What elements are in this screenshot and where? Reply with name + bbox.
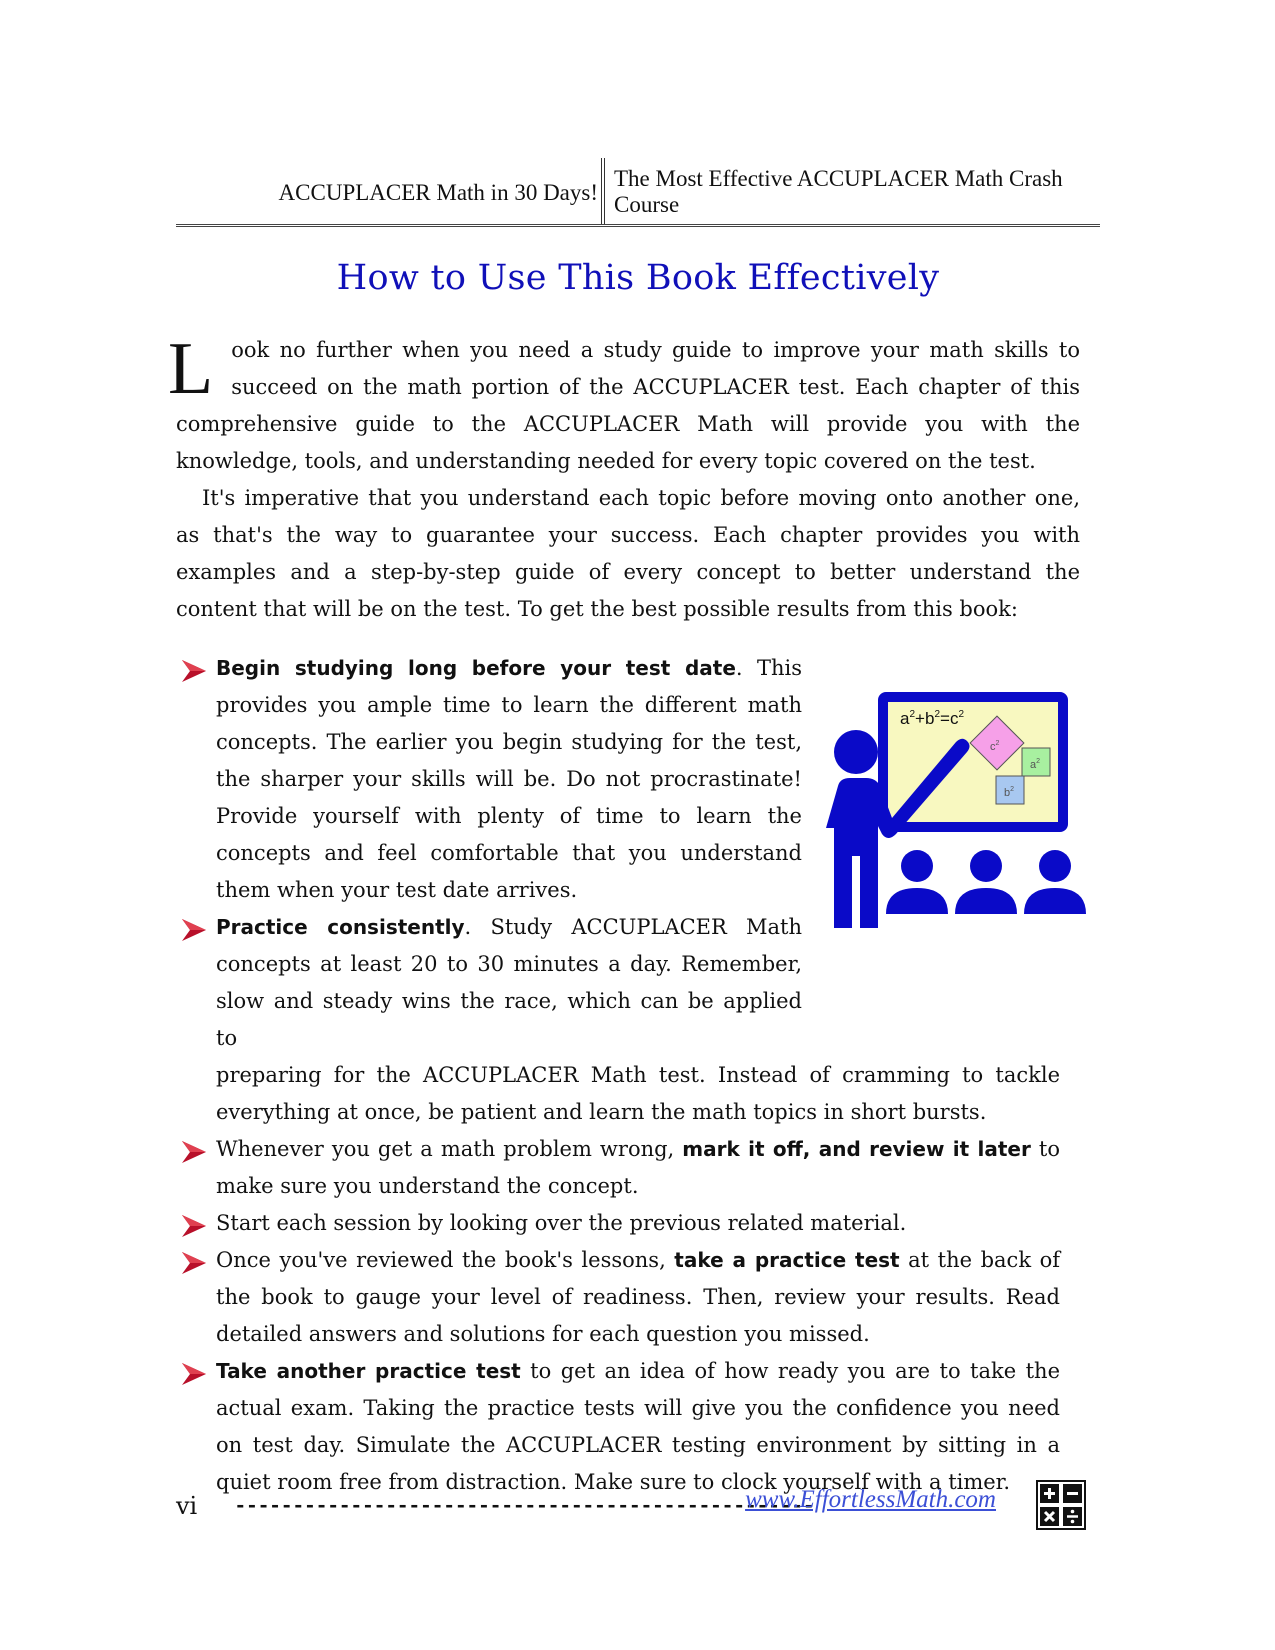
list-item <box>176 1353 1060 1501</box>
list-item-emphasis: take a practice test <box>674 1248 900 1272</box>
list-item-emphasis: Practice consistently <box>216 915 465 939</box>
website-link[interactable]: www.EffortlessMath.com <box>745 1486 996 1513</box>
list-item-text: to get an idea of how ready you are to take the actual exam. Taking the practice tests will give you the confidence you need on test day. Simulate the ACCUPLACER testing environment by sitting in a quiet room free from distraction. Make sure to clock yourself with a timer. <box>216 1359 1060 1494</box>
a-square-label: $a^2$ <box>1030 758 1041 771</box>
list-item-emphasis: Begin studying long before your test date <box>216 656 736 680</box>
calculator-icon <box>1036 1480 1086 1530</box>
list-item-emphasis: Take another practice test <box>216 1359 521 1383</box>
list-item-text: . Study ACCUPLACER Math concepts at least 20 to 30 minutes a day. Remember, slow and steady wins the race, which can be applied to <box>216 915 802 1050</box>
intro-section <box>168 328 1080 628</box>
teacher-board-icon <box>826 688 1138 968</box>
list-item <box>176 1205 1060 1242</box>
student-head <box>970 850 1002 882</box>
page-number: vi <box>176 1492 198 1520</box>
list-item-text: preparing for the ACCUPLACER Math test. Instead of cramming to tackle everything at once, be patient and learn the math topics in short bursts. <box>216 1063 1060 1124</box>
list-item <box>176 1242 1060 1353</box>
list-item-lead: Whenever you get a math problem wrong, <box>216 1137 683 1161</box>
intro-paragraph-2: It's imperative that you understand each topic before moving onto another one, as that's the way to guarantee your success. Each chapter provides you with examples and a step-by-step guide of every concept to better understand the content that will be on the test. To get the best possible results from this book: <box>176 486 1080 621</box>
page-title: How to Use This Book Effectively <box>336 258 940 298</box>
list-item-lead: Once you've reviewed the book's lessons, <box>216 1248 675 1272</box>
header-subtitle: The Most Effective ACCUPLACER Math Crash Course <box>614 166 1063 217</box>
formula-text: $a^2+b^2=c^2$ <box>900 709 964 728</box>
header-book-title: ACCUPLACER Math in 30 Days! <box>278 180 598 205</box>
student-head <box>1039 850 1071 882</box>
header-divider <box>601 158 605 224</box>
list-item-emphasis: mark it off, and review it later <box>682 1137 1031 1161</box>
drop-cap: L <box>168 328 214 410</box>
list-item <box>176 650 802 909</box>
b-square-label: $b^2$ <box>1004 786 1015 799</box>
teacher-head <box>834 730 878 774</box>
c-square-label: $c^2$ <box>990 740 1000 753</box>
student-body <box>955 888 1017 914</box>
header-rule <box>176 224 1100 227</box>
list-item-text: at the back of the book to gauge your level of readiness. Then, review your results. Read detailed answers and solutions for each question you missed. <box>216 1248 1060 1346</box>
arrow-bullet-icon <box>180 917 208 943</box>
arrow-bullet-icon <box>180 658 208 684</box>
list-item <box>176 909 802 1057</box>
arrow-bullet-icon <box>180 1139 208 1165</box>
running-header <box>176 158 1100 226</box>
list-item <box>176 1131 1060 1205</box>
arrow-bullet-icon <box>180 1361 208 1387</box>
list-item-text: . This provides you ample time to learn the different math concepts. The earlier you begin studying for the test, the sharper your skills will be. Do not procrastinate! Provide yourself with plenty of time to learn the concepts and feel comfortable that you understand them when your test date arrives. <box>216 656 802 902</box>
student-head <box>901 850 933 882</box>
page-footer <box>176 1482 1100 1542</box>
list-item-text: to make sure you understand the concept. <box>216 1137 1060 1198</box>
student-body <box>1024 888 1086 914</box>
arrow-bullet-icon <box>180 1213 208 1239</box>
list-item-lead: Start each session by looking over the previous related material. <box>216 1211 907 1235</box>
arrow-bullet-icon <box>180 1250 208 1276</box>
student-body <box>886 888 948 914</box>
intro-paragraph-1-text: ook no further when you need a study guide to improve your math skills to succeed on the math portion of the ACCUPLACER test. Each chapter of this comprehensive guide to the ACCUPLACER Math will provide you with the knowledge, tools, and understanding needed for every topic covered on the test. <box>176 338 1080 473</box>
footer-dashes: -------------------------------------------------- <box>234 1496 815 1519</box>
intro-paragraph-1 <box>168 328 1080 480</box>
list-item-continuation <box>176 1057 1060 1131</box>
